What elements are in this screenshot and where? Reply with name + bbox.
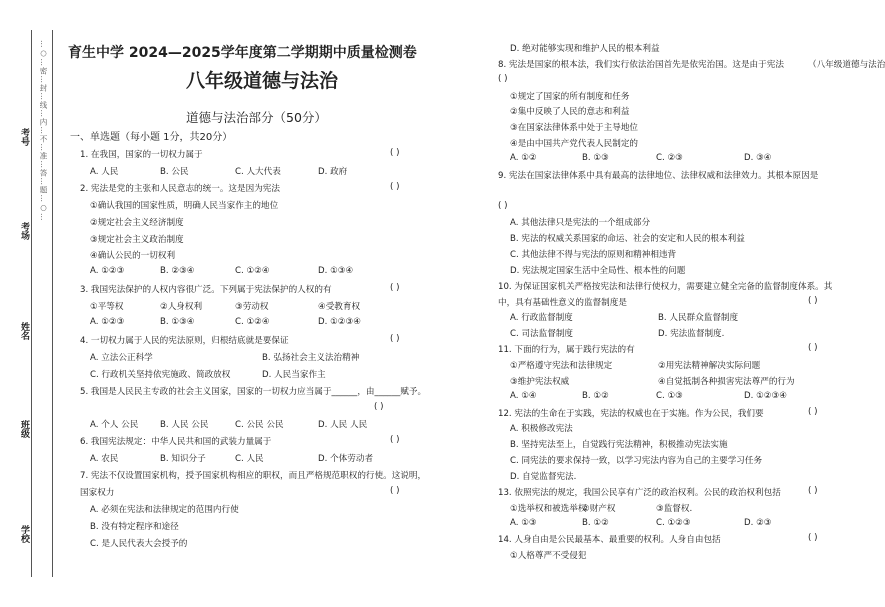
option: C. 人民 <box>235 454 264 465</box>
option: ①平等权 <box>90 302 124 313</box>
question-line: ③在国家法律体系中处于主导地位 <box>510 123 639 134</box>
question-line: ①确认我国的国家性质，明确人民当家作主的地位 <box>90 200 279 211</box>
question-line: D. 宪法规定国家生活中全局性、根本性的问题 <box>510 265 686 276</box>
answer-bracket: ( ) <box>808 485 818 496</box>
option: A. 个人 公民 <box>90 420 139 431</box>
answer-bracket: ( ) <box>374 401 384 412</box>
label-exam-no: 考号 <box>19 128 29 146</box>
question-line: 11. 下面的行为，属于践行宪法的有 <box>498 345 635 356</box>
question-line: B. 没有特定程序和途径 <box>90 521 179 532</box>
option: B. ①② <box>582 390 609 401</box>
binding-line-inner <box>52 30 53 577</box>
question-line: 7. 宪法不仅设置国家机构，授予国家机构相应的职权，而且严格规范职权的行使。这说明， <box>80 471 427 482</box>
answer-bracket: ( ) <box>808 343 818 354</box>
answer-bracket: ( ) <box>808 406 818 417</box>
option: C. ②③ <box>656 152 683 163</box>
option: B. 知识分子 <box>160 454 206 465</box>
answer-bracket: ( ) <box>808 295 818 306</box>
question-line: 6. 我国宪法规定：中华人民共和国的武装力量属于 <box>80 437 272 448</box>
question-line: ( ) <box>498 200 508 211</box>
question-line: 5. 我国是人民民主专政的社会主义国家，国家的一切权力应当属于______，由______赋予。 <box>80 386 427 397</box>
answer-bracket: ( ) <box>808 533 818 544</box>
question-line: 10. 为保证国家机关严格按宪法和法律行使权力，需要建立健全完备的监督制度体系。其 <box>498 281 833 292</box>
question-line: ②规定社会主义经济制度 <box>90 217 184 228</box>
question-line: C. 其他法律不得与宪法的原则和精神相违背 <box>510 250 677 261</box>
option: B. ①② <box>582 517 609 528</box>
option: ②用宪法精神解决实际问题 <box>658 361 761 371</box>
question-line: 9. 宪法在国家法律体系中具有最高的法律地位、法律权威和法律效力。其根本原因是 <box>498 170 819 181</box>
option: C. 司法监督制度 <box>510 329 574 340</box>
option: ②财产权 <box>582 503 616 514</box>
option: ①严格遵守宪法和法律规定 <box>510 361 613 371</box>
option: D. 宪法监督制度. <box>658 329 725 340</box>
label-school: 学校 <box>19 525 29 543</box>
option: D. ②③ <box>744 517 772 528</box>
question-line: 中，具有基础性意义的监督制度是 <box>498 297 627 308</box>
answer-bracket: ( ) <box>390 486 400 496</box>
option: ①选举权和被选举权 <box>510 503 587 514</box>
option: D. ①②③④ <box>318 317 361 327</box>
question-line: A. 必须在宪法和法律规定的范围内行使 <box>90 504 239 515</box>
question-line: 2. 宪法是党的主张和人民意志的统一。这是因为宪法 <box>80 183 280 194</box>
question-line: D. 自觉监督宪法. <box>510 471 577 482</box>
question-line: ①人格尊严不受侵犯 <box>510 551 587 562</box>
option: ③劳动权 <box>235 302 269 313</box>
binding-line-outer <box>31 30 32 577</box>
option: C. ①②④ <box>235 317 270 327</box>
question-line: ④是由中国共产党代表人民制定的 <box>510 139 639 150</box>
option: ③监督权. <box>656 503 693 514</box>
option: D. 人民 人民 <box>318 420 368 431</box>
question-line: ③规定社会主义政治制度 <box>90 234 184 245</box>
question-line: C. 是人民代表大会授予的 <box>90 538 188 549</box>
option: C. ①②③ <box>656 517 691 528</box>
exam-part: 道德与法治部分（50分） <box>186 110 327 125</box>
option: A. 人民 <box>90 166 119 177</box>
question-line: A. 其他法律只是宪法的一个组成部分 <box>510 218 651 229</box>
label-name: 姓名 <box>19 322 29 340</box>
question-line: 14. 人身自由是公民最基本、最重要的权利。人身自由包括 <box>498 535 721 546</box>
question-line: 1. 在我国，国家的一切权力属于 <box>80 150 203 160</box>
label-class: 班级 <box>19 420 29 438</box>
question-line: 国家权力 <box>80 488 115 498</box>
option: A. 农民 <box>90 454 119 465</box>
question-line: ①规定了国家的所有制度和任务 <box>510 91 630 102</box>
option: D. ①③④ <box>318 266 354 277</box>
exam-subject: 八年级道德与法治 <box>186 70 339 92</box>
option: D. ①②③④ <box>744 390 787 401</box>
option: C. 行政机关坚持依宪施政、简政放权 <box>90 369 231 380</box>
option: ④受教育权 <box>318 302 361 313</box>
option: ②人身权利 <box>160 302 203 313</box>
question-line: B. 坚持宪法至上，自觉践行宪法精神，积极推动宪法实施 <box>510 440 728 451</box>
option: C. ①②④ <box>235 266 270 277</box>
question-line: 8. 宪法是国家的根本法，我们实行依法治国首先是依宪治国。这是由于宪法 <box>498 59 784 70</box>
answer-bracket: （八年级道德与法治 <box>808 59 885 70</box>
answer-bracket: ( ) <box>390 283 400 294</box>
option: B. 人民群众监督制度 <box>658 313 739 324</box>
question-line: A. 积极修改宪法 <box>510 424 573 435</box>
option: A. ①②③ <box>90 266 125 277</box>
answer-bracket: ( ) <box>390 435 400 446</box>
question-line: ②集中反映了人民的意志和利益 <box>510 107 630 118</box>
option: D. 个体劳动者 <box>318 454 374 465</box>
exam-title: 育生中学 2024—2025学年度第二学期期中质量检测卷 <box>68 45 417 61</box>
answer-bracket: ( ) <box>390 148 400 158</box>
question-line: 3. 我国宪法保护的人权内容很广泛。下列属于宪法保护的人权的有 <box>80 285 332 296</box>
option: B. 人民 公民 <box>160 420 209 431</box>
option: C. 人大代表 <box>235 166 281 177</box>
answer-bracket: ( ) <box>390 333 400 344</box>
option: ④自觉抵制各种损害宪法尊严的行为 <box>658 376 795 387</box>
question-line: C. 同宪法的要求保持一致，以学习宪法内容为自己的主要学习任务 <box>510 456 763 467</box>
option: C. 公民 公民 <box>235 420 284 431</box>
option: A. ①②③ <box>90 317 125 327</box>
question-line: 4. 一切权力属于人民的宪法原则，归根结底就是要保证 <box>80 335 289 346</box>
option: B. ①③ <box>582 152 609 163</box>
question-line: 13. 依照宪法的规定，我国公民享有广泛的政治权利。公民的政治权利包括 <box>498 487 781 498</box>
seal-notice: …○…密…封…线…内…不…准…答…题…○… <box>39 40 48 222</box>
option: B. ①③④ <box>160 317 195 327</box>
option: B. ②③④ <box>160 266 195 277</box>
question-line: ④确认公民的一切权利 <box>90 251 176 262</box>
option: D. 政府 <box>318 166 348 177</box>
option: A. ①③ <box>510 517 537 528</box>
question-line: ( ) <box>498 73 508 84</box>
option: D. ③④ <box>744 152 772 163</box>
option: B. 弘扬社会主义法治精神 <box>262 352 360 363</box>
question-line: D. 绝对能够实现和维护人民的根本利益 <box>510 44 660 54</box>
answer-bracket: ( ) <box>390 181 400 192</box>
question-line: 12. 宪法的生命在于实践，宪法的权威也在于实施。作为公民，我们要 <box>498 408 764 419</box>
option: D. 人民当家作主 <box>262 369 326 380</box>
option: A. ①② <box>510 152 537 163</box>
option: B. 公民 <box>160 166 189 177</box>
option: A. 行政监督制度 <box>510 313 573 324</box>
option: ③维护宪法权威 <box>510 376 570 387</box>
section-heading: 一、单选题（每小题 1分，共20分） <box>70 132 233 143</box>
option: C. ①③ <box>656 390 683 401</box>
binding-margin <box>0 0 62 607</box>
question-line: B. 宪法的权威关系国家的命运、社会的安定和人民的根本利益 <box>510 234 745 245</box>
label-exam-room: 考场 <box>19 222 29 240</box>
option: A. ①④ <box>510 390 537 401</box>
option: A. 立法公正科学 <box>90 352 153 363</box>
